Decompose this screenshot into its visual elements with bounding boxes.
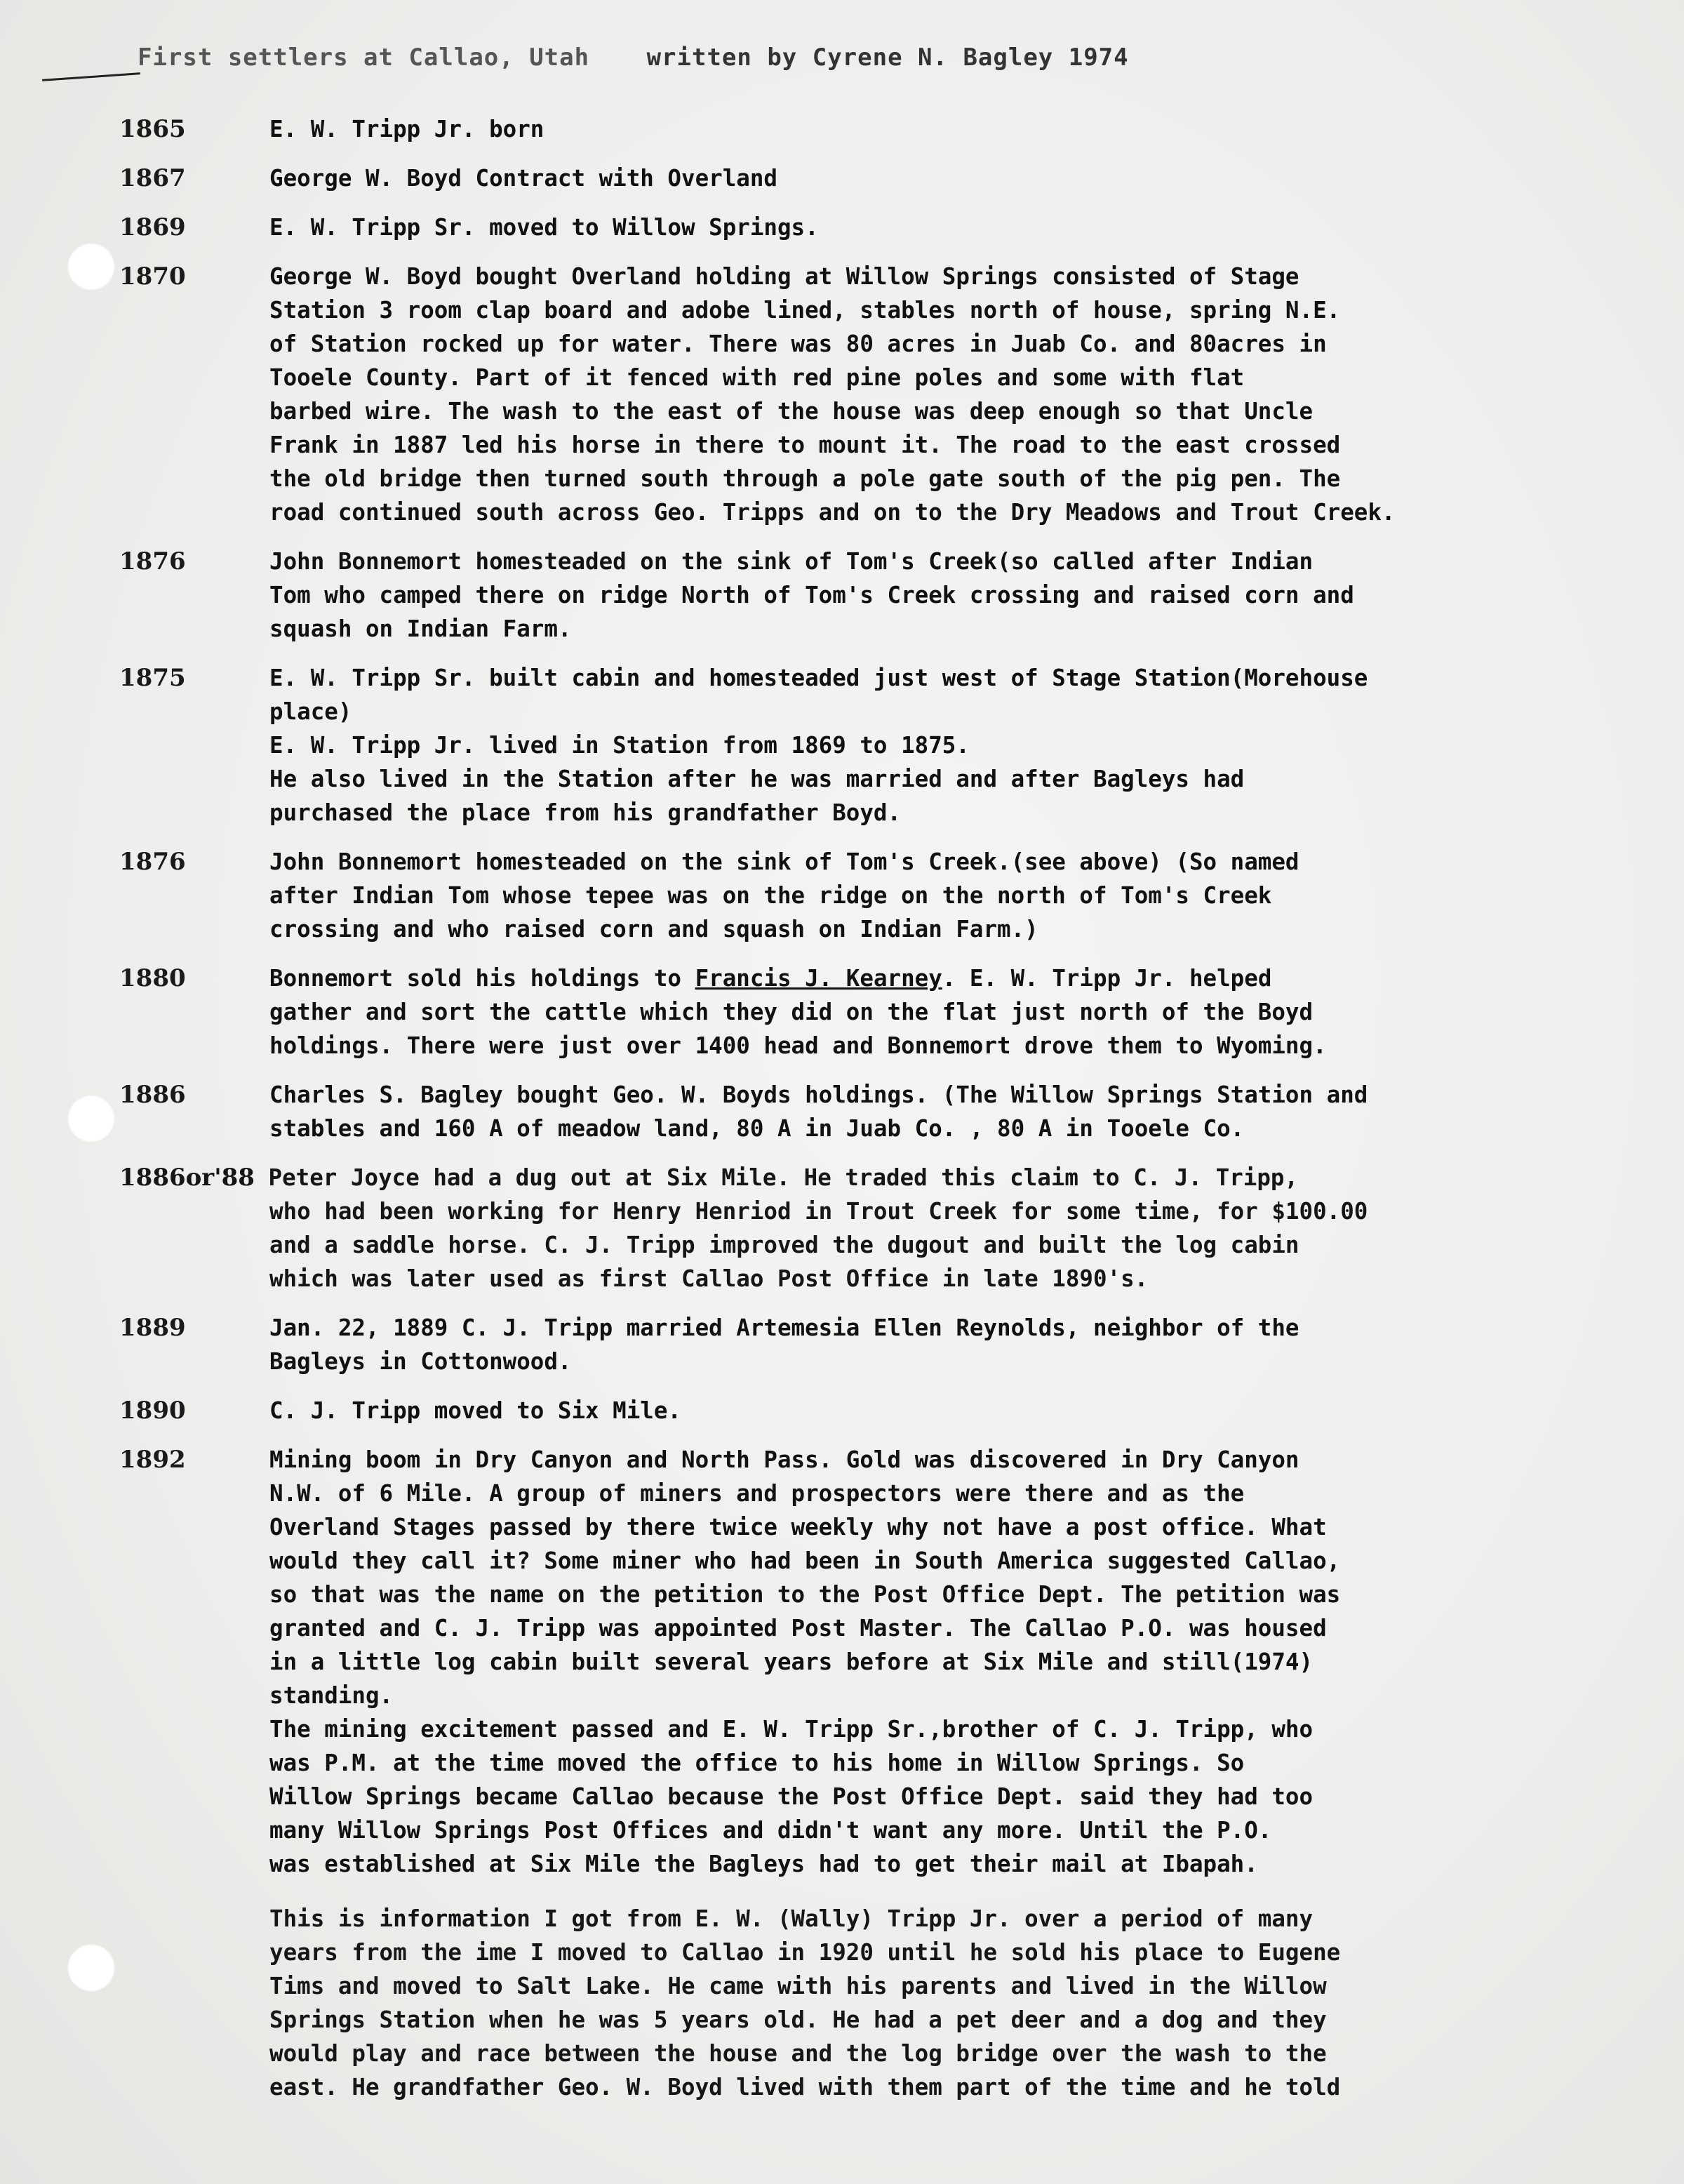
timeline-entry [119, 961, 1649, 1063]
timeline-entry [119, 661, 1649, 830]
entry-line: Jan. 22, 1889 C. J. Tripp married Artemesia Ellen Reynolds, neighbor of the [269, 1314, 1299, 1341]
entry-line: after Indian Tom whose tepee was on the ridge on the north of Tom's Creek [269, 882, 1272, 909]
entry-year: 1875 [119, 664, 186, 692]
entry-year: 1886 [119, 1081, 186, 1109]
entry-year: 1876 [119, 848, 186, 876]
entry-line: squash on Indian Farm. [269, 615, 572, 642]
entry-line: Tooele County. Part of it fenced with red pine poles and some with flat [269, 364, 1245, 391]
entry-text [269, 545, 1649, 646]
entry-year: 1870 [119, 262, 186, 291]
header-title: First settlers at Callao, Utah [138, 44, 590, 72]
entry-line: Charles S. Bagley bought Geo. W. Boyds holdings. (The Willow Springs Station and [269, 1081, 1368, 1108]
entry-line: barbed wire. The wash to the east of the house was deep enough so that Uncle [269, 398, 1314, 425]
timeline-entry [119, 161, 1649, 195]
entry-line: the old bridge then turned south through a pole gate south of the pig pen. The [269, 465, 1341, 492]
entry-line: would they call it? Some miner who had been in South America suggested Callao, [269, 1547, 1341, 1574]
punch-hole [67, 1944, 115, 1992]
entry-line: John Bonnemort homesteaded on the sink of Tom's Creek.(see above) (So named [269, 848, 1299, 875]
entry-line: many Willow Springs Post Offices and didn't want any more. Until the P.O. [269, 1817, 1272, 1844]
entry-line: Peter Joyce had a dug out at Six Mile. He traded this claim to C. J. Tripp, [268, 1164, 1299, 1191]
entry-line: Bonnemort sold his holdings to Francis J. Kearney. E. W. Tripp Jr. helped [269, 965, 1272, 992]
document-header [138, 44, 1129, 72]
entry-line: road continued south across Geo. Tripps and on to the Dry Meadows and Trout Creek. [269, 499, 1396, 526]
entry-line: was P.M. at the time moved the office to his home in Willow Springs. So [269, 1750, 1245, 1776]
entry-text [269, 1078, 1649, 1145]
narrative-line: years from the ime I moved to Callao in 1920 until he sold his place to Eugene [269, 1939, 1341, 1966]
entry-line: Frank in 1887 led his horse in there to mount it. The road to the east crossed [269, 432, 1341, 458]
entry-line: He also lived in the Station after he was married and after Bagleys had [269, 766, 1245, 792]
timeline-entry [119, 1161, 1649, 1296]
underlined-name: Francis J. Kearney [695, 965, 942, 992]
entry-line: so that was the name on the petition to the Post Office Dept. The petition was [269, 1581, 1341, 1608]
entry-text [269, 211, 1649, 244]
entry-line: gather and sort the cattle which they did on the flat just north of the Boyd [269, 999, 1314, 1025]
entry-line: place) [269, 698, 352, 725]
entry-line: E. W. Tripp Jr. lived in Station from 1869 to 1875. [269, 732, 970, 759]
narrative-line: east. He grandfather Geo. W. Boyd lived with them part of the time and he told [269, 2074, 1341, 2100]
entry-year: 1889 [119, 1314, 186, 1342]
entry-year: 1886or'88 [119, 1164, 255, 1192]
entry-line: who had been working for Henry Henriod in Trout Creek for some time, for $100.00 [269, 1198, 1368, 1225]
entry-line: standing. [269, 1682, 394, 1709]
entry-line: and a saddle horse. C. J. Tripp improved the dugout and built the log cabin [269, 1232, 1299, 1258]
entry-year: 1880 [119, 964, 186, 992]
entry-year: 1892 [119, 1446, 186, 1474]
entry-year: 1869 [119, 213, 186, 241]
entry-line: purchased the place from his grandfather Boyd. [269, 799, 902, 826]
entry-line: E. W. Tripp Sr. built cabin and homesteaded just west of Stage Station(Morehouse [269, 665, 1368, 691]
entry-text [269, 1394, 1649, 1427]
punch-hole [67, 1095, 115, 1143]
entry-line: crossing and who raised corn and squash on Indian Farm.) [269, 916, 1038, 943]
narrative-line: would play and race between the house and the log bridge over the wash to the [269, 2040, 1327, 2067]
timeline-entry [119, 1311, 1649, 1378]
entry-year: 1890 [119, 1397, 186, 1425]
timeline-entry [119, 1394, 1649, 1427]
timeline [119, 112, 1649, 2104]
entry-text [269, 260, 1649, 529]
narrative-line: Springs Station when he was 5 years old. He had a pet deer and a dog and they [269, 2006, 1327, 2033]
entry-line: John Bonnemort homesteaded on the sink of Tom's Creek(so called after Indian [269, 548, 1314, 575]
header-author: written by Cyrene N. Bagley 1974 [646, 44, 1129, 72]
entry-text [269, 661, 1649, 830]
entry-text [269, 845, 1649, 946]
timeline-entry [119, 112, 1649, 146]
entry-line: in a little log cabin built several years before at Six Mile and still(1974) [269, 1649, 1314, 1675]
entry-line: The mining excitement passed and E. W. Tripp Sr.,brother of C. J. Tripp, who [269, 1716, 1314, 1743]
entry-text [269, 961, 1649, 1063]
entry-line: Willow Springs became Callao because the Post Office Dept. said they had too [269, 1783, 1314, 1810]
entry-line: stables and 160 A of meadow land, 80 A in Juab Co. , 80 A in Tooele Co. [269, 1115, 1245, 1142]
entry-line: N.W. of 6 Mile. A group of miners and prospectors were there and as the [269, 1480, 1245, 1507]
entry-text [269, 1311, 1649, 1378]
entry-text [269, 161, 1649, 195]
narrative-paragraph [119, 1902, 1649, 2104]
entry-line: Station 3 room clap board and adobe lined, stables north of house, spring N.E. [269, 297, 1341, 324]
timeline-entry [119, 545, 1649, 646]
entry-line: George W. Boyd bought Overland holding at Willow Springs consisted of Stage [269, 263, 1299, 290]
entry-line: of Station rocked up for water. There was 80 acres in Juab Co. and 80acres in [269, 331, 1327, 357]
narrative-line: Tims and moved to Salt Lake. He came with his parents and lived in the Willow [269, 1973, 1327, 1999]
entry-line: which was later used as first Callao Post Office in late 1890's. [269, 1265, 1149, 1292]
entry-year: 1876 [119, 547, 186, 575]
pen-underline-mark [42, 72, 140, 81]
entry-line: E. W. Tripp Sr. moved to Willow Springs. [269, 214, 819, 241]
entry-text [269, 112, 1649, 146]
entry-text [269, 1443, 1649, 1881]
narrative-line: This is information I got from E. W. (Wally) Tripp Jr. over a period of many [269, 1905, 1314, 1932]
entry-line: granted and C. J. Tripp was appointed Post Master. The Callao P.O. was housed [269, 1615, 1327, 1642]
entry-line: E. W. Tripp Jr. born [269, 116, 544, 142]
entry-line: Overland Stages passed by there twice weekly why not have a post office. What [269, 1514, 1327, 1540]
entry-line: George W. Boyd Contract with Overland [269, 165, 777, 192]
punch-hole [67, 243, 115, 291]
entry-line: holdings. There were just over 1400 head and Bonnemort drove them to Wyoming. [269, 1032, 1327, 1059]
entry-line: C. J. Tripp moved to Six Mile. [269, 1397, 681, 1424]
entry-line: Tom who camped there on ridge North of Tom's Creek crossing and raised corn and [269, 582, 1354, 608]
timeline-entry [119, 211, 1649, 244]
timeline-entry [119, 260, 1649, 529]
entry-line: Mining boom in Dry Canyon and North Pass. Gold was discovered in Dry Canyon [269, 1446, 1299, 1473]
timeline-entry [119, 1078, 1649, 1145]
timeline-entry [119, 1443, 1649, 1881]
entry-line: Bagleys in Cottonwood. [269, 1348, 572, 1375]
entry-line: was established at Six Mile the Bagleys had to get their mail at Ibapah. [269, 1851, 1258, 1877]
timeline-entry [119, 845, 1649, 946]
entry-year: 1867 [119, 164, 186, 192]
entry-year: 1865 [119, 115, 186, 143]
